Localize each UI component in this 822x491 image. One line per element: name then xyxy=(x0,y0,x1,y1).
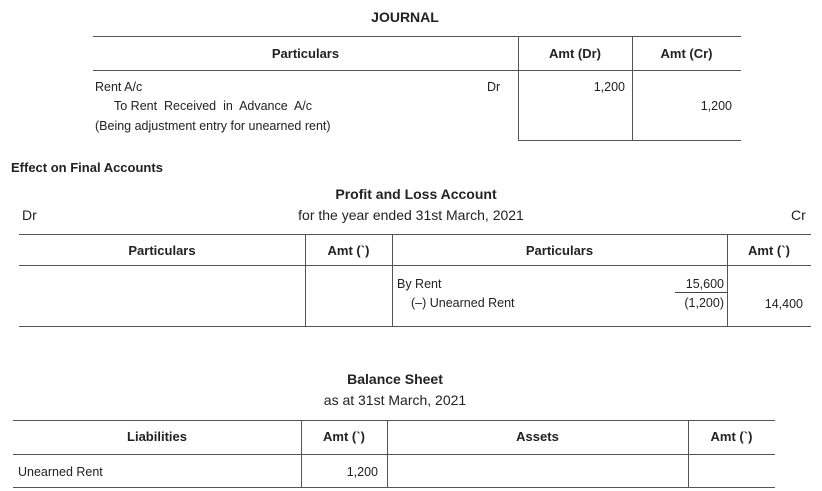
pl-subtotal-rule xyxy=(675,292,727,293)
journal-amt-dr-value: 1,200 xyxy=(593,80,625,94)
journal-title: JOURNAL xyxy=(371,9,439,25)
pl-title: Profit and Loss Account xyxy=(335,186,497,202)
pl-header-left-amt: Amt (`) xyxy=(327,243,370,258)
bs-subtitle: as at 31st March, 2021 xyxy=(323,392,467,408)
journal-narration: (Being adjustment entry for unearned rent) xyxy=(95,119,331,133)
bs-header-amt-left: Amt (`) xyxy=(323,429,365,444)
journal-header-amt-dr: Amt (Dr) xyxy=(549,46,601,61)
journal-header-amt-cr: Amt (Cr) xyxy=(660,46,713,61)
pl-header-left-particulars: Particulars xyxy=(128,243,196,258)
bs-header-amt-right: Amt (`) xyxy=(710,429,753,444)
pl-cr-label: Cr xyxy=(791,207,806,223)
pl-by-rent-amount: 15,600 xyxy=(685,277,724,291)
pl-dr-label: Dr xyxy=(22,207,37,223)
pl-header-right-particulars: Particulars xyxy=(525,243,594,258)
effect-heading: Effect on Final Accounts xyxy=(11,160,163,175)
bs-header-liabilities: Liabilities xyxy=(127,429,187,444)
journal-amt-cr-value: 1,200 xyxy=(700,99,732,113)
pl-net-rent-amount: 14,400 xyxy=(764,297,803,311)
pl-subtitle: for the year ended 31st March, 2021 xyxy=(298,207,524,223)
journal-debit-account: Rent A/c xyxy=(95,80,143,94)
bs-title: Balance Sheet xyxy=(347,371,443,387)
journal-credit-account: To Rent Received in Advance A/c xyxy=(114,99,313,113)
journal-header-particulars: Particulars xyxy=(271,46,340,61)
journal-dr-marker: Dr xyxy=(487,80,501,94)
pl-by-rent-label: By Rent xyxy=(397,277,442,291)
bs-liability-unearned-rent: Unearned Rent xyxy=(18,465,103,479)
pl-unearned-amount: (1,200) xyxy=(684,296,724,310)
bs-liability-amount: 1,200 xyxy=(346,465,378,479)
pl-header-right-amt: Amt (`) xyxy=(748,243,790,258)
bs-header-assets: Assets xyxy=(516,429,559,444)
pl-unearned-label: (–) Unearned Rent xyxy=(411,296,515,310)
